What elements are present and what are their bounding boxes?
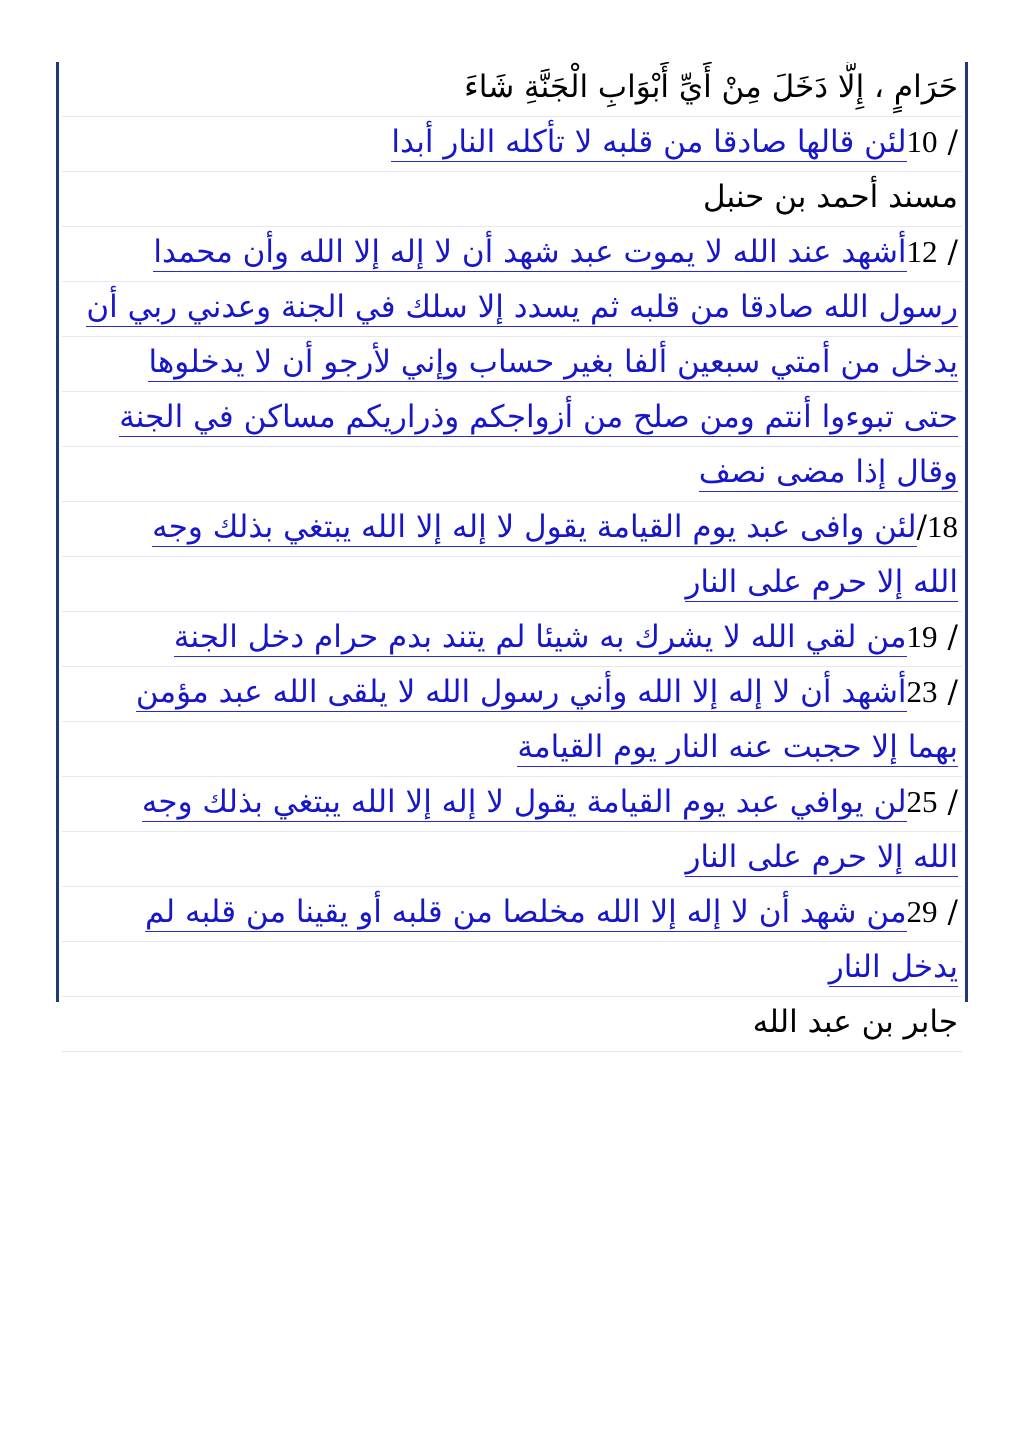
- text-line-9: [62, 502, 962, 557]
- text-line-15: [62, 832, 962, 887]
- text-line-7: [62, 392, 962, 447]
- text-line-17: [62, 942, 962, 997]
- line-text: حَرَامٍ ، إِلَّا دَخَلَ مِنْ أَيِّ أَبْوَابِ الْجَنَّةِ شَاءَ: [464, 69, 958, 105]
- text-line-14: [62, 777, 962, 832]
- hadith-number: 23: [906, 674, 938, 709]
- hadith-link-text[interactable]: يدخل من أمتي سبعين ألفا بغير حساب وإني لأرجو أن لا يدخلوها: [148, 344, 958, 380]
- separator: /: [947, 894, 958, 930]
- hadith-number: 18: [927, 509, 958, 544]
- hadith-link-text[interactable]: حتى تبوءوا أنتم ومن صلح من أزواجكم وذراريكم مساكن في الجنة: [119, 399, 958, 435]
- hadith-link-text[interactable]: يدخل النار: [828, 949, 958, 985]
- text-line-2: [62, 117, 962, 172]
- hadith-link-text[interactable]: لئن قالها صادقا من قلبه لا تأكله النار أبدا: [391, 124, 907, 160]
- hadith-page: [62, 62, 962, 1052]
- separator: /: [947, 124, 958, 160]
- narrator-name: جابر بن عبد الله: [752, 1004, 958, 1040]
- hadith-link-text[interactable]: رسول الله صادقا من قلبه ثم يسدد إلا سلك في الجنة وعدني ربي أن: [86, 289, 958, 325]
- hadith-number: 29: [906, 894, 938, 929]
- separator: /: [947, 784, 958, 820]
- hadith-link-text[interactable]: لن يوافي عبد يوم القيامة يقول لا إله إلا الله يبتغي بذلك وجه: [141, 784, 907, 820]
- hadith-link-text[interactable]: من شهد أن لا إله إلا الله مخلصا من قلبه أو يقينا من قلبه لم: [145, 894, 907, 930]
- text-line-4: [62, 227, 962, 282]
- hadith-link-text[interactable]: أشهد أن لا إله إلا الله وأني رسول الله لا يلقى الله عبد مؤمن: [135, 674, 907, 710]
- hadith-link-text[interactable]: لئن وافى عبد يوم القيامة يقول لا إله إلا الله يبتغي بذلك وجه: [152, 509, 917, 545]
- separator: /: [947, 234, 958, 270]
- hadith-link-text[interactable]: أشهد عند الله لا يموت عبد شهد أن لا إله إلا الله وأن محمدا: [153, 234, 907, 270]
- text-line-13: [62, 722, 962, 777]
- source-title: مسند أحمد بن حنبل: [703, 179, 958, 215]
- text-line-6: [62, 337, 962, 392]
- hadith-number: 10: [906, 124, 938, 159]
- text-line-16: [62, 887, 962, 942]
- text-line-8: [62, 447, 962, 502]
- hadith-link-text[interactable]: الله إلا حرم على النار: [685, 564, 958, 600]
- hadith-link-text[interactable]: من لقي الله لا يشرك به شيئا لم يتند بدم حرام دخل الجنة: [173, 619, 907, 655]
- text-line-10: [62, 557, 962, 612]
- text-line-18: [62, 997, 962, 1052]
- text-line-5: [62, 282, 962, 337]
- text-line-1: [62, 62, 962, 117]
- hadith-link-text[interactable]: وقال إذا مضى نصف: [698, 454, 958, 490]
- text-line-11: [62, 612, 962, 667]
- hadith-link-text[interactable]: الله إلا حرم على النار: [685, 839, 958, 875]
- text-line-12: [62, 667, 962, 722]
- hadith-number: 19: [906, 619, 938, 654]
- text-line-3: [62, 172, 962, 227]
- separator: /: [947, 674, 958, 710]
- separator: /: [947, 619, 958, 655]
- hadith-link-text[interactable]: بهما إلا حجبت عنه النار يوم القيامة: [517, 729, 958, 765]
- hadith-number: 12: [906, 234, 938, 269]
- separator: /: [916, 509, 927, 545]
- hadith-number: 25: [906, 784, 938, 819]
